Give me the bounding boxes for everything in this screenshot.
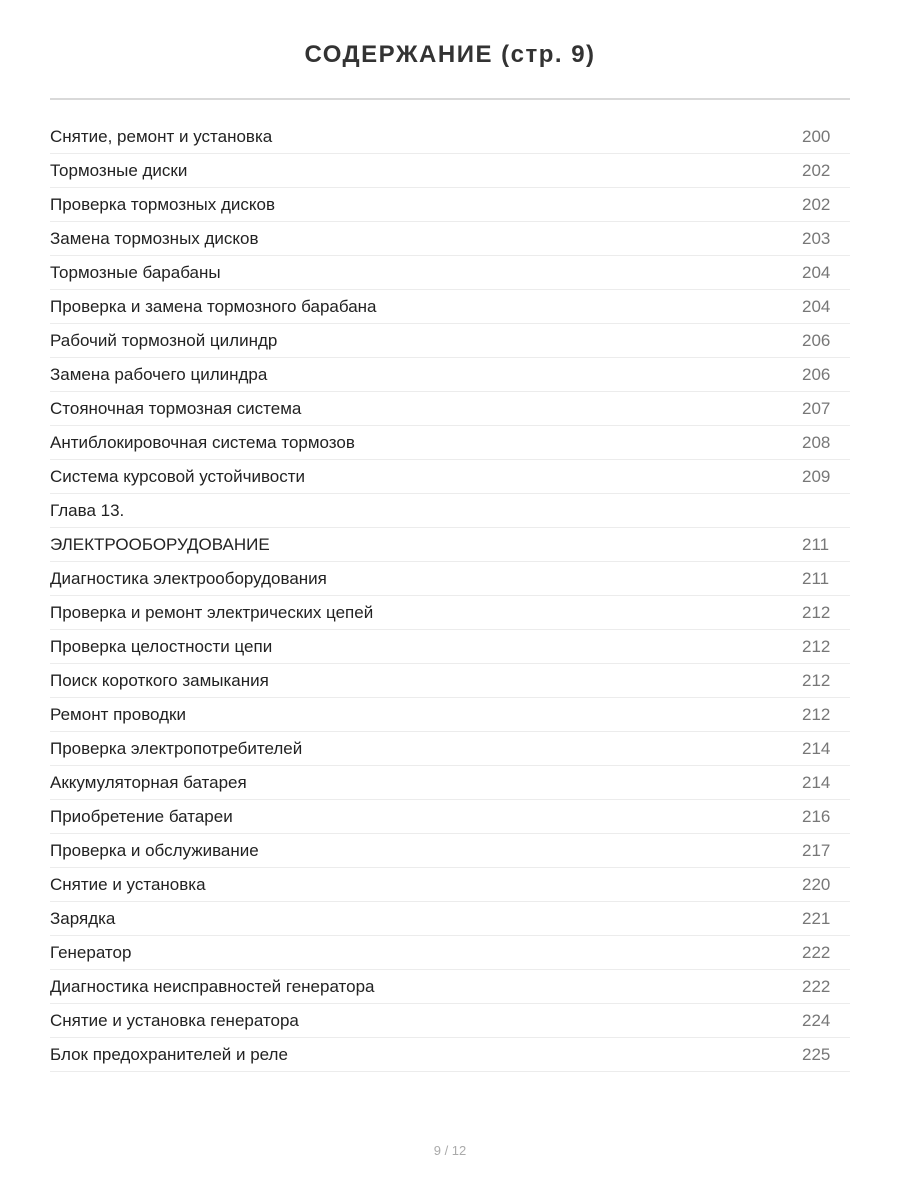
toc-entry[interactable] [50, 324, 850, 358]
toc-entry-page: 216 [802, 807, 831, 826]
title-divider [50, 98, 850, 100]
toc-entry-page: 217 [802, 841, 831, 860]
toc-entry-page: 212 [802, 637, 831, 656]
toc-entry[interactable] [50, 188, 850, 222]
toc-entry-page: 209 [802, 467, 831, 486]
toc-entry[interactable] [50, 154, 850, 188]
toc-entry-title: Глава 13. [50, 501, 125, 520]
toc-entry-page: 222 [802, 943, 831, 962]
toc-entry[interactable] [50, 120, 850, 154]
toc-entry-page: 204 [802, 263, 831, 282]
toc-entry[interactable] [50, 902, 850, 936]
toc-entry-title: Поиск короткого замыкания [50, 671, 269, 690]
toc-entry[interactable] [50, 222, 850, 256]
toc-entry-title: Проверка электропотребителей [50, 739, 303, 758]
toc-entry[interactable] [50, 732, 850, 766]
toc-entry-title: Система курсовой устойчивости [50, 467, 306, 486]
toc-chapter-title[interactable] [50, 528, 850, 562]
page-title: СОДЕРЖАНИЕ (стр. 9) [304, 41, 596, 68]
toc-entry-page: 206 [802, 331, 831, 350]
toc-entry[interactable] [50, 936, 850, 970]
table-of-contents [50, 120, 850, 1072]
toc-entry[interactable] [50, 970, 850, 1004]
toc-entry-page: 211 [802, 569, 830, 588]
toc-entry[interactable] [50, 290, 850, 324]
toc-entry-title: Диагностика неисправностей генератора [50, 977, 375, 996]
toc-entry-title: Проверка целостности цепи [50, 637, 273, 656]
toc-entry[interactable] [50, 834, 850, 868]
toc-entry-page: 222 [802, 977, 831, 996]
toc-entry-title: Снятие и установка генератора [50, 1011, 299, 1030]
toc-entry-title: Ремонт проводки [50, 705, 186, 724]
toc-entry-title: Снятие и установка [50, 875, 206, 894]
toc-entry[interactable] [50, 460, 850, 494]
toc-entry-title: Тормозные барабаны [50, 263, 221, 282]
toc-entry-title: Снятие, ремонт и установка [50, 127, 273, 146]
toc-entry-title: Проверка и замена тормозного барабана [50, 297, 377, 316]
toc-entry-page: 207 [802, 399, 831, 418]
toc-entry-page: 202 [802, 195, 831, 214]
toc-chapter-heading[interactable] [50, 494, 850, 528]
toc-entry-page: 220 [802, 875, 831, 894]
toc-entry[interactable] [50, 664, 850, 698]
toc-entry-title: Проверка и ремонт электрических цепей [50, 603, 374, 622]
toc-entry-title: Диагностика электрооборудования [50, 569, 327, 588]
toc-entry-title: Проверка и обслуживание [50, 841, 259, 860]
toc-entry-title: Проверка тормозных дисков [50, 195, 275, 214]
toc-entry-page: 212 [802, 705, 831, 724]
toc-entry-page: 225 [802, 1045, 831, 1064]
toc-entry-title: Генератор [50, 943, 132, 962]
toc-entry[interactable] [50, 800, 850, 834]
toc-entry[interactable] [50, 256, 850, 290]
toc-entry-title: Стояночная тормозная система [50, 399, 302, 418]
toc-entry-title: Замена рабочего цилиндра [50, 365, 268, 384]
toc-entry[interactable] [50, 562, 850, 596]
toc-entry-title: Приобретение батареи [50, 807, 233, 826]
toc-entry-page: 200 [802, 127, 831, 146]
toc-entry-title: Антиблокировочная система тормозов [50, 433, 355, 452]
toc-entry-page: 214 [802, 773, 831, 792]
toc-entry-page: 212 [802, 603, 831, 622]
toc-entry-page: 224 [802, 1011, 831, 1030]
toc-entry[interactable] [50, 1038, 850, 1072]
toc-entry[interactable] [50, 1004, 850, 1038]
toc-entry-title: Зарядка [50, 909, 116, 928]
toc-entry-page: 204 [802, 297, 831, 316]
toc-entry[interactable] [50, 392, 850, 426]
toc-entry[interactable] [50, 596, 850, 630]
page-indicator: 9 / 12 [433, 1143, 467, 1158]
toc-entry-page: 208 [802, 433, 831, 452]
toc-entry[interactable] [50, 766, 850, 800]
toc-entry-page: 212 [802, 671, 831, 690]
toc-entry[interactable] [50, 358, 850, 392]
toc-entry-page: 202 [802, 161, 831, 180]
toc-entry-page: 211 [802, 535, 830, 554]
toc-entry-title: ЭЛЕКТРООБОРУДОВАНИЕ [50, 535, 270, 554]
toc-entry-title: Рабочий тормозной цилиндр [50, 331, 278, 350]
toc-entry-page: 221 [802, 909, 831, 928]
toc-entry-title: Тормозные диски [50, 161, 188, 180]
toc-entry-title: Замена тормозных дисков [50, 229, 259, 248]
toc-entry-page: 214 [802, 739, 831, 758]
toc-entry[interactable] [50, 868, 850, 902]
toc-entry-page: 203 [802, 229, 831, 248]
toc-entry[interactable] [50, 698, 850, 732]
toc-entry-title: Блок предохранителей и реле [50, 1045, 288, 1064]
toc-entry-title: Аккумуляторная батарея [50, 773, 247, 792]
toc-entry[interactable] [50, 426, 850, 460]
toc-entry[interactable] [50, 630, 850, 664]
toc-entry-page: 206 [802, 365, 831, 384]
